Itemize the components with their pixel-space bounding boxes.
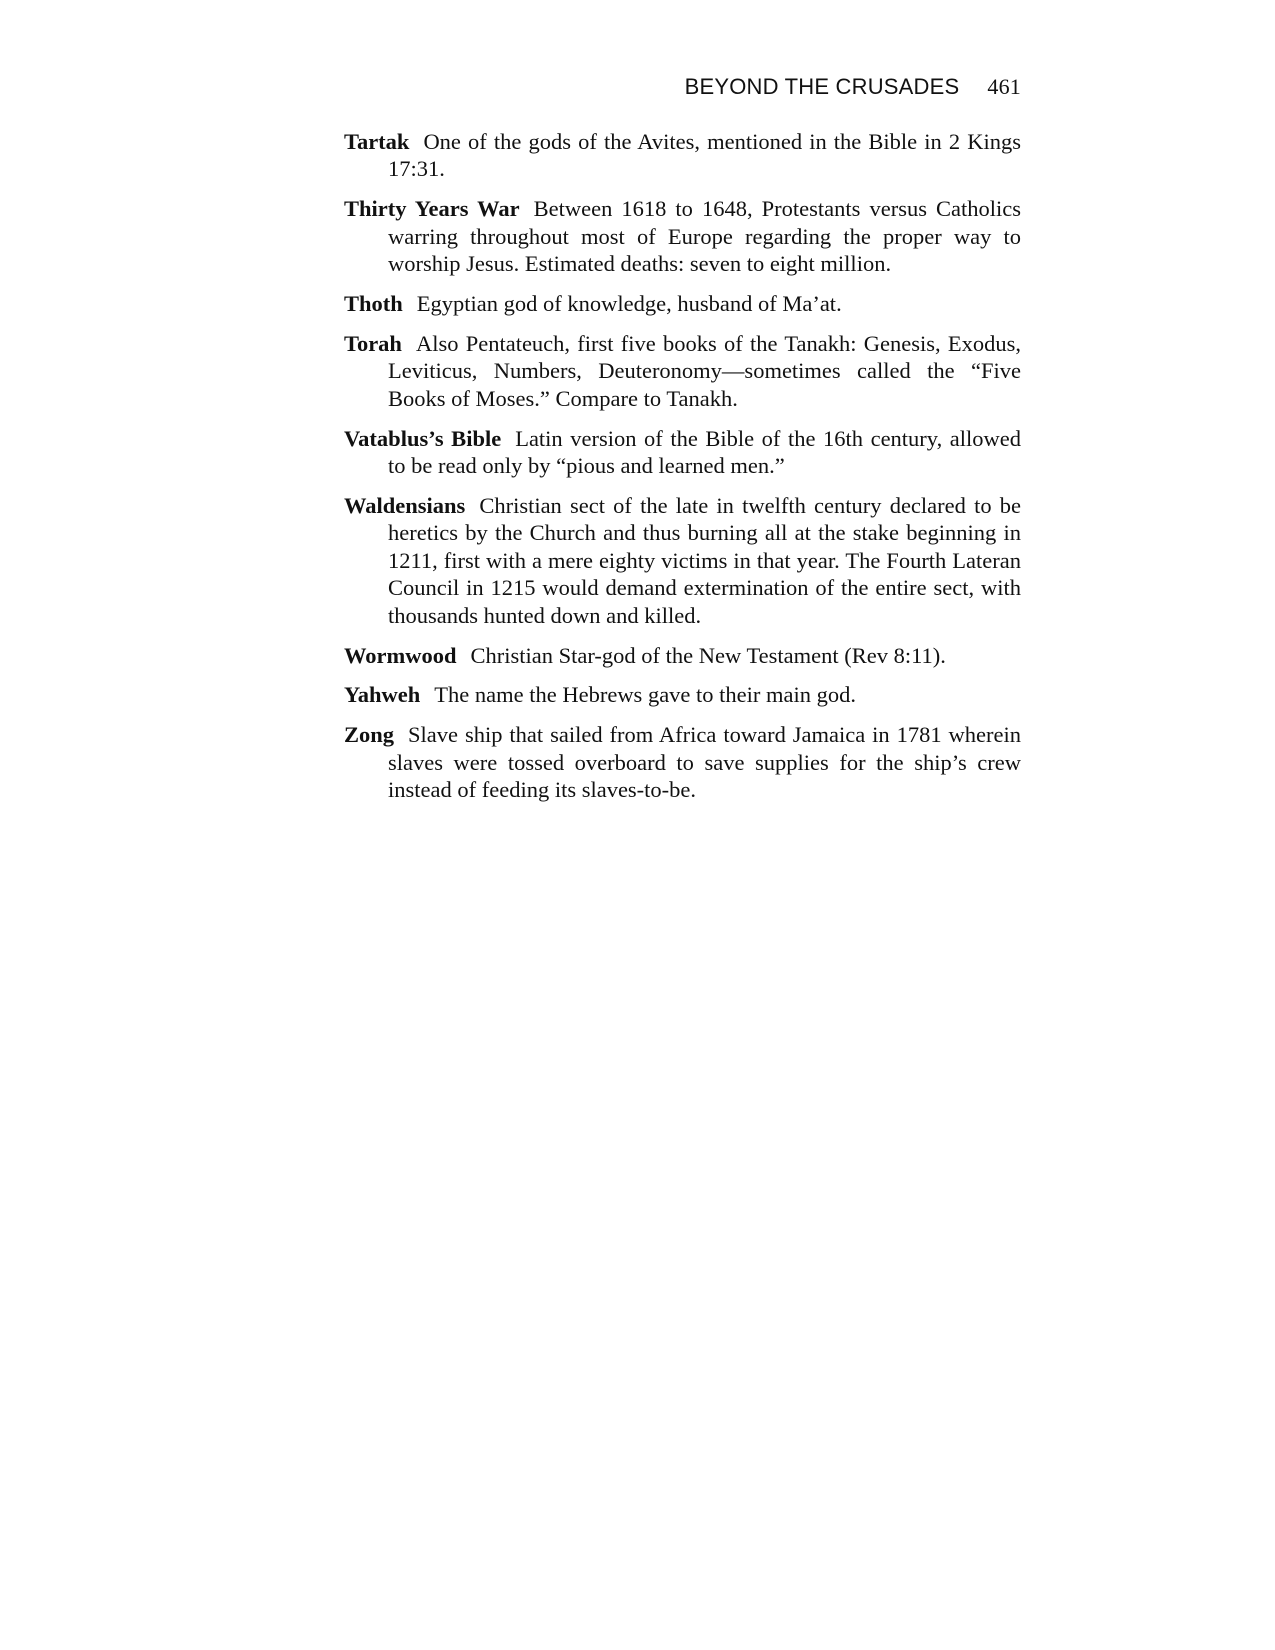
glossary-entry-thirty-years-war <box>344 195 1021 277</box>
glossary-term: Waldensians <box>344 492 466 518</box>
glossary-definition: Latin version of the Bible of the 16th century, allowed to be read only by “pious and learned men.” <box>388 425 1021 479</box>
glossary-term: Tartak <box>344 129 410 154</box>
glossary-term: Wormwood <box>344 642 457 668</box>
glossary-definition: The name the Hebrews gave to their main god. <box>434 682 857 708</box>
glossary-entry-yahweh <box>344 681 1021 708</box>
glossary-definition: Between 1618 to 1648, Protestants versus Catholics warring throughout most of Europe regarding the proper way to worship Jesus. Estimated deaths: seven to eight million. <box>388 196 1021 277</box>
glossary-entry-tartak <box>344 128 1021 183</box>
running-head <box>600 74 1021 104</box>
glossary-definition: Also Pentateuch, first five books of the Tanakh: Genesis, Exodus, Leviticus, Numbers, Deuteronomy—sometimes called the “Five Books of Moses.” Compare to Tanakh. <box>388 330 1021 411</box>
glossary-entry-waldensians <box>344 492 1021 629</box>
glossary-entry-torah <box>344 330 1021 412</box>
glossary-term: Zong <box>344 722 395 748</box>
page-number: 461 <box>987 74 1021 99</box>
glossary-definition: Christian Star-god of the New Testament (Rev 8:11). <box>470 642 946 668</box>
glossary-list <box>344 128 1021 816</box>
glossary-definition: Christian sect of the late in twelfth century declared to be heretics by the Church and thus burning all at the stake beginning in 1211, first with a mere eighty victims in that year. The Fourth Lateran Council in 1215 would demand extermination of the entire sect, with thousands hunted down and killed. <box>388 492 1021 628</box>
glossary-term: Thoth <box>344 291 403 317</box>
glossary-definition: One of the gods of the Avites, mentioned in the Bible in 2 Kings 17:31. <box>388 129 1021 182</box>
glossary-definition: Slave ship that sailed from Africa toward Jamaica in 1781 wherein slaves were tossed overboard to save supplies for the ship’s crew instead of feeding its slaves-to-be. <box>388 722 1021 803</box>
glossary-term: Torah <box>344 330 402 356</box>
glossary-term: Yahweh <box>344 682 421 708</box>
glossary-entry-wormwood <box>344 642 1021 669</box>
glossary-definition: Egyptian god of knowledge, husband of Ma’at. <box>416 291 842 317</box>
glossary-entry-vatablus-bible <box>344 425 1021 480</box>
glossary-term: Thirty Years War <box>344 196 520 222</box>
glossary-term: Vatablus’s Bible <box>344 425 502 451</box>
running-title: BEYOND THE CRUSADES <box>684 74 960 99</box>
glossary-entry-thoth <box>344 290 1021 317</box>
glossary-entry-zong <box>344 721 1021 803</box>
